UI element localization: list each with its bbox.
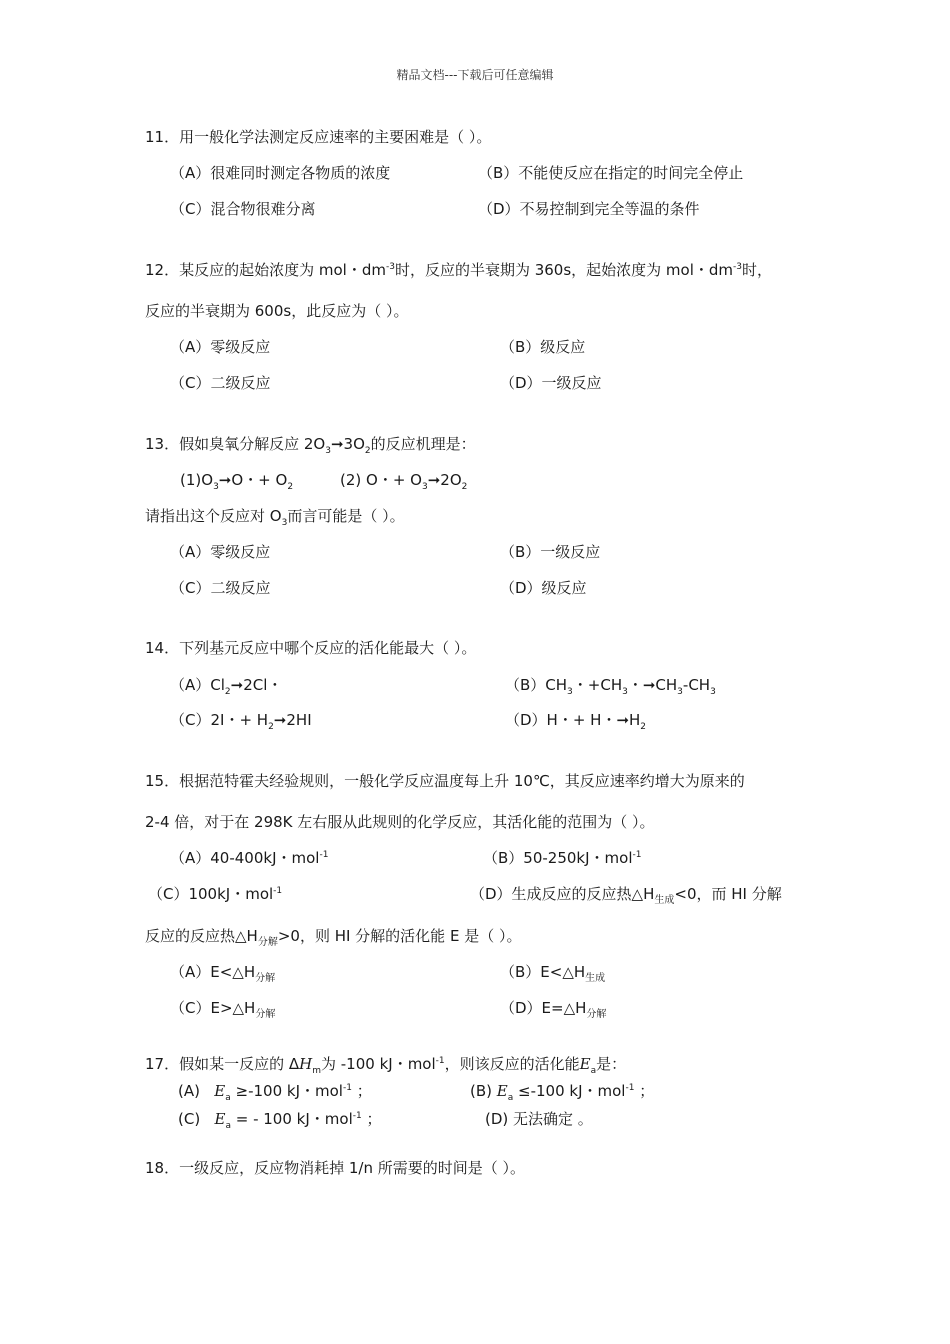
q16-option-b: $(B)E<\triangle H_{生成}$ (500, 963, 606, 984)
q16-option-a: $(A)E<\triangle H_{分解}$ (170, 963, 276, 984)
question-12-stem-line1: 12．某反应的起始浓度为 mol・$dm^{-3}$时，反应的半衰期为 360s，起始浓度为 mol・$dm^{-3}$时， (145, 261, 773, 279)
q14-option-a: $(A)Cl_2➞2Cl$・ (170, 676, 283, 697)
q11-option-c: （C）混合物很难分离 (170, 200, 316, 218)
q14-option-d: （D）H・+ H・$➞H_2$ (505, 711, 647, 732)
q13-option-c: （C）二级反应 (170, 579, 271, 597)
q15-option-d: （D）生成反应的反应热$\triangle H_{生成}<0$，而 HI 分解 (470, 885, 782, 906)
q17-option-c: (C) $E_a$ = - 100 kJ・mol$^{-1}$ ； (178, 1110, 382, 1131)
q14-option-b: $(B)CH_3$・$+CH_3$・$➞CH_3-CH_3$ (505, 676, 716, 697)
question-13-stem: 13．假如臭氧分解反应 $2O_3➞3O_2$的反应机理是： (145, 435, 476, 456)
q13-option-a: （A）零级反应 (170, 543, 271, 561)
question-12-stem-line2: 反应的半衰期为 600s，此反应为（ ）。 (145, 302, 409, 320)
q13-mechanism-step-2: (2) O・+ $O_3➞2O_2$ (340, 471, 468, 492)
q17-option-a: (A) $E_a \ge-100$ kJ・mol$^{-1}$ ； (178, 1082, 372, 1103)
q12-option-a: （A）零级反应 (170, 338, 271, 356)
q11-option-b: （B）不能使反应在指定的时间完全停止 (478, 164, 744, 182)
q13-mechanism-step-1: $(1)O_3➞O$・+ $O_2$ (180, 471, 294, 492)
q12-option-b: （B）级反应 (500, 338, 586, 356)
q16-option-d: $(D)E=\triangle H_{分解}$ (500, 999, 607, 1020)
question-11-stem: 11．用一般化学法测定反应速率的主要困难是（ ）。 (145, 128, 492, 146)
question-16-stem: 反应的反应热$\triangle H_{分解}>0$，则 HI 分解的活化能 E 是（ ）。 (145, 927, 522, 948)
q11-option-a: （A）很难同时测定各物质的浓度 (170, 164, 391, 182)
q17-option-d: (D) 无法确定 。 (485, 1110, 593, 1128)
q12-option-d: （D）一级反应 (500, 374, 602, 392)
q13-option-d: （D）级反应 (500, 579, 587, 597)
page-header: 精品文档---下载后可任意编辑 (396, 68, 554, 82)
q16-option-c: $(C)E>\triangle H_{分解}$ (170, 999, 276, 1020)
q15-option-a: （A）40-400kJ・mol$^{-1}$ (170, 849, 329, 867)
q11-option-d: （D）不易控制到完全等温的条件 (478, 200, 700, 218)
q15-option-c: （C）100kJ・mol$^{-1}$ (148, 885, 283, 903)
question-17-stem: 17．假如某一反应的 $\Delta H_m$为 -100 kJ・mol$^{-1}$，则该反应的活化能$E_a$是： (145, 1055, 627, 1076)
q13-option-b: （B）一级反应 (500, 543, 601, 561)
q12-option-c: （C）二级反应 (170, 374, 271, 392)
question-14-stem: 14．下列基元反应中哪个反应的活化能最大（ ）。 (145, 639, 477, 657)
q17-option-b: (B) $E_a \le-100$ kJ・mol$^{-1}$ ； (470, 1082, 655, 1103)
q14-option-c: （C）2I・+ $H_2➞2HI$ (170, 711, 312, 732)
question-15-stem-line2: 2-4 倍，对于在 298K 左右服从此规则的化学反应，其活化能的范围为（ ）。 (145, 813, 655, 831)
question-13-ask: 请指出这个反应对 $O_3$而言可能是（ ）。 (145, 507, 405, 528)
question-15-stem-line1: 15．根据范特霍夫经验规则，一般化学反应温度每上升 10℃，其反应速率约增大为原来的 (145, 772, 745, 790)
question-18-stem: 18．一级反应，反应物消耗掉 1/n 所需要的时间是（ ）。 (145, 1159, 525, 1177)
q15-option-b: （B）50-250kJ・mol$^{-1}$ (483, 849, 642, 867)
